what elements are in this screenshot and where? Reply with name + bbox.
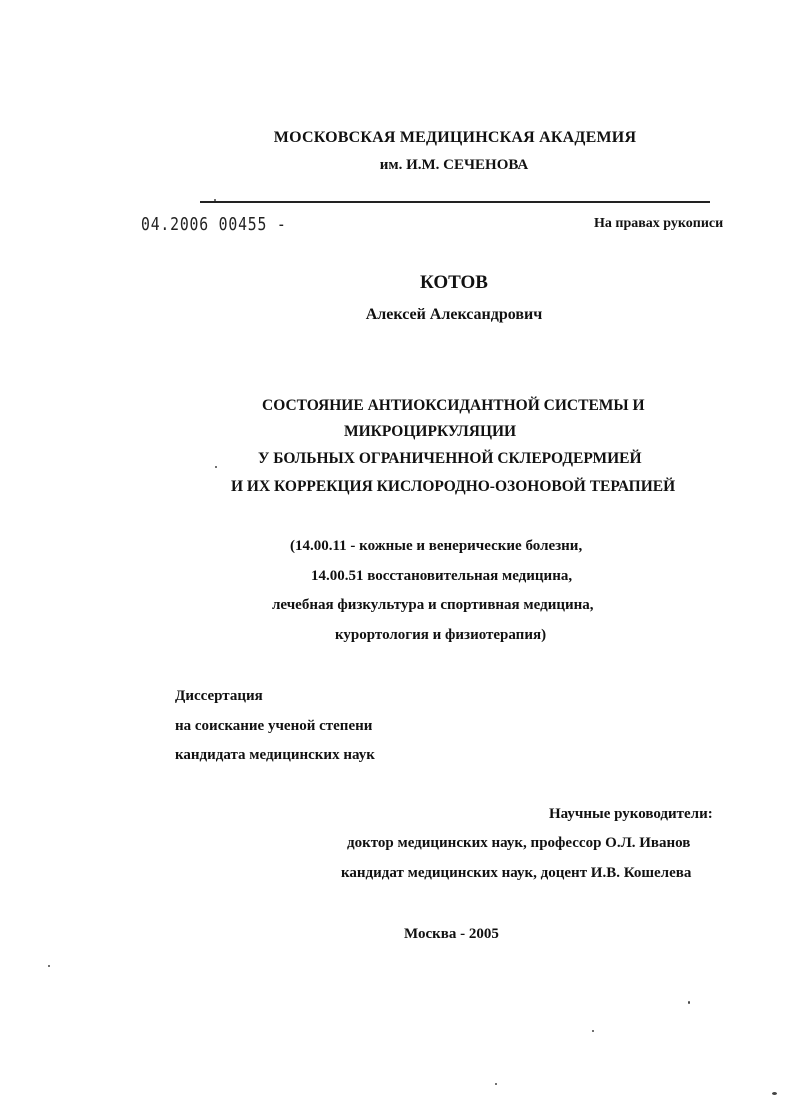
degree-line: Диссертация: [175, 688, 263, 704]
specialty-line: 14.00.51 восстановительная медицина,: [311, 568, 573, 584]
author-given-names: Алексей Александрович: [365, 306, 543, 323]
specialty-line: курортология и физиотерапия): [335, 627, 547, 643]
institution-name: МОСКОВСКАЯ МЕДИЦИНСКАЯ АКАДЕМИЯ: [273, 129, 637, 146]
title-line: И ИХ КОРРЕКЦИЯ КИСЛОРОДНО-ОЗОНОВОЙ ТЕРАПИЕЙ: [231, 478, 676, 495]
specialty-line: (14.00.11 - кожные и венерические болезни,: [290, 538, 583, 554]
title-line: МИКРОЦИРКУЛЯЦИИ: [344, 423, 517, 440]
author-surname: КОТОВ: [420, 272, 488, 293]
supervisor-line: кандидат медицинских наук, доцент И.В. Кошелева: [341, 865, 692, 881]
degree-line: кандидата медицинских наук: [175, 747, 375, 763]
title-line: СОСТОЯНИЕ АНТИОКСИДАНТНОЙ СИСТЕМЫ И: [262, 397, 645, 414]
supervisors-heading: Научные руководители:: [549, 806, 713, 822]
scan-speck: [592, 1030, 594, 1032]
institution-subtitle: им. И.М. СЕЧЕНОВА: [379, 157, 529, 173]
scan-speck: [214, 199, 216, 201]
scan-speck: [215, 466, 217, 468]
scan-speck: [48, 965, 50, 967]
specialty-line: лечебная физкультура и спортивная медицина,: [272, 597, 594, 613]
scan-speck: [495, 1083, 497, 1085]
header-divider: [200, 201, 710, 203]
degree-line: на соискание ученой степени: [175, 718, 373, 734]
stamp-code: 04.2006 00455 -: [141, 214, 287, 235]
place-year: Москва - 2005: [404, 926, 499, 942]
supervisor-line: доктор медицинских наук, профессор О.Л. Иванов: [347, 835, 691, 851]
title-line: У БОЛЬНЫХ ОГРАНИЧЕННОЙ СКЛЕРОДЕРМИЕЙ: [258, 450, 642, 467]
manuscript-note: На правах рукописи: [594, 216, 724, 231]
scan-speck: [688, 1001, 690, 1004]
scan-speck: [772, 1092, 777, 1095]
